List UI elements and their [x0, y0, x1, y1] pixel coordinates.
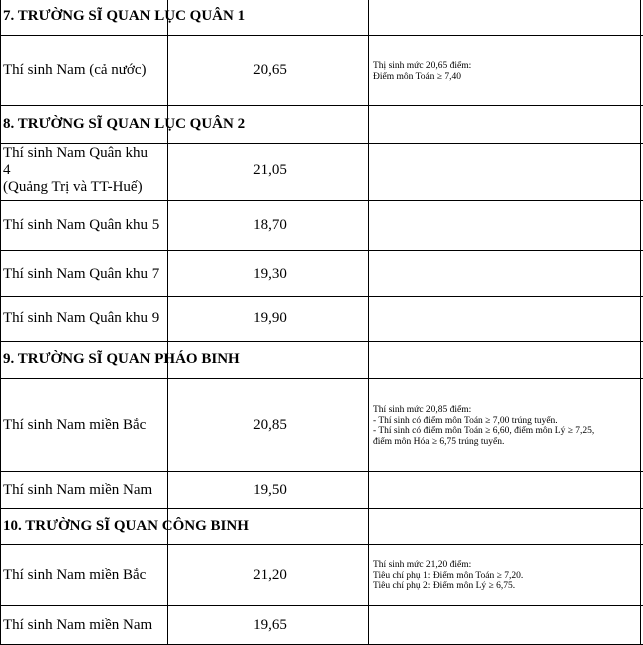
row-divider — [0, 35, 643, 36]
candidate-label: Thí sinh Nam Quân khu 9 — [3, 310, 160, 326]
note-line: Thí sinh mức 20,85 điểm: — [373, 405, 472, 415]
candidate-label: Thí sinh Nam Quân khu 5 — [3, 217, 160, 233]
candidate-label: Thí sinh Nam miền Nam — [3, 617, 153, 633]
cutoff-score: 19,90 — [253, 310, 287, 326]
note-line: - Thí sinh có điểm môn Toán ≥ 7,00 trúng tuyển. — [373, 415, 558, 426]
cutoff-score: 21,05 — [253, 162, 287, 178]
candidate-label — [3, 145, 148, 196]
cutoff-score: 21,20 — [253, 567, 287, 583]
tiebreak-note — [373, 61, 471, 82]
section-title: 8. TRƯỜNG SĨ QUAN LỤC QUÂN 2 — [3, 116, 246, 132]
section-title: 9. TRƯỜNG SĨ QUAN PHÁO BINH — [3, 351, 240, 367]
candidate-label: Thí sinh Nam (cả nước) — [3, 62, 147, 78]
candidate-label-line: Thí sinh Nam Quân khu — [3, 145, 148, 161]
row-divider — [0, 250, 643, 251]
note-line: - Thí sinh có điểm môn Toán ≥ 6,60, điểm môn Lý ≥ 7,25, — [373, 426, 595, 436]
row-divider — [0, 296, 643, 297]
note-line: Điểm môn Toán ≥ 7,40 — [373, 71, 462, 82]
note-line: Thị sinh mức 20,65 điểm: — [373, 61, 472, 71]
row-divider — [0, 378, 643, 379]
row-divider — [0, 200, 643, 201]
row-divider — [0, 471, 643, 472]
candidate-label-line: (Quảng Trị và TT-Huế) — [3, 179, 143, 195]
note-line: Tiêu chí phụ 1: Điểm môn Toán ≥ 7,20. — [373, 570, 524, 581]
cutoff-score: 19,65 — [253, 617, 287, 633]
row-divider — [0, 143, 643, 144]
candidate-label: Thí sinh Nam miền Nam — [3, 482, 153, 498]
cutoff-score: 20,85 — [253, 417, 287, 433]
candidate-label: Thí sinh Nam miền Bắc — [3, 417, 147, 433]
row-divider — [0, 508, 643, 509]
cutoff-score: 18,70 — [253, 217, 287, 233]
column-divider — [640, 0, 641, 645]
cutoff-score: 20,65 — [253, 62, 287, 78]
column-divider — [167, 0, 168, 645]
note-line: điểm môn Hóa ≥ 6,75 trúng tuyển. — [373, 436, 505, 447]
tiebreak-note — [373, 560, 523, 592]
candidate-label-line: 4 — [3, 162, 11, 178]
candidate-label: Thí sinh Nam Quân khu 7 — [3, 266, 160, 282]
row-divider — [0, 105, 643, 106]
note-line: Tiêu chí phụ 2: Điểm môn Lý ≥ 6,75. — [373, 581, 516, 591]
cutoff-score: 19,50 — [253, 482, 287, 498]
tiebreak-note — [373, 405, 594, 447]
section-title: 7. TRƯỜNG SĨ QUAN LỤC QUÂN 1 — [3, 8, 246, 24]
row-divider — [0, 544, 643, 545]
candidate-label: Thí sinh Nam miền Bắc — [3, 567, 147, 583]
row-divider — [0, 605, 643, 606]
section-title: 10. TRƯỜNG SĨ QUAN CÔNG BINH — [3, 518, 249, 534]
column-divider — [0, 0, 1, 645]
row-divider — [0, 341, 643, 342]
cutoff-score: 19,30 — [253, 266, 287, 282]
column-divider — [368, 0, 369, 645]
note-line: Thí sinh mức 21,20 điểm: — [373, 560, 472, 570]
